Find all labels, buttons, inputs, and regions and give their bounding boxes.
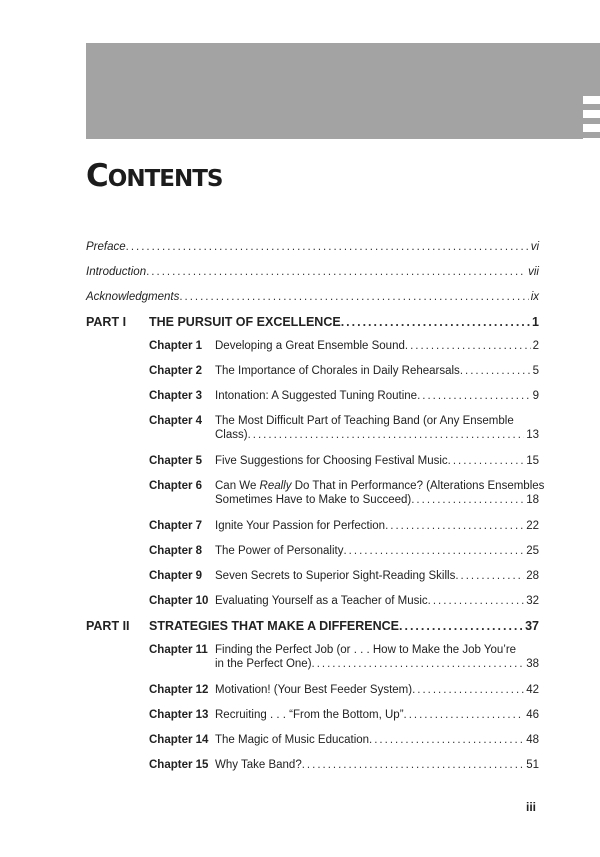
edge-tab	[583, 124, 600, 132]
toc-chapter-5[interactable]	[86, 454, 539, 479]
chapter-label: Chapter 1	[149, 340, 203, 352]
toc-chapter-2[interactable]	[86, 364, 539, 389]
chapter-title: The Importance of Chorales in Daily Rehearsals	[215, 365, 460, 377]
part-title: STRATEGIES THAT MAKE A DIFFERENCE	[149, 619, 399, 633]
part-title: THE PURSUIT OF EXCELLENCE	[149, 315, 341, 329]
chapter-title-line2: in the Perfect One)	[215, 658, 312, 670]
toc-part-2[interactable]	[86, 619, 539, 643]
part-label: PART I	[86, 315, 127, 329]
edge-tab	[583, 96, 600, 104]
page-title	[86, 158, 223, 194]
chapter-label: Chapter 7	[149, 520, 203, 532]
chapter-label: Chapter 4	[149, 415, 203, 427]
title-part: Can We	[215, 480, 260, 492]
toc-chapter-9[interactable]	[86, 569, 539, 594]
chapter-title: Recruiting . . . “From the Bottom, Up”	[215, 709, 404, 721]
toc-entry-preface[interactable]	[86, 240, 539, 265]
chapter-title: Ignite Your Passion for Perfection	[215, 520, 386, 532]
edge-tab	[583, 138, 600, 146]
chapter-title-line2: Sometimes Have to Make to Succeed)	[215, 494, 412, 506]
chapter-title: Five Suggestions for Choosing Festival Music	[215, 455, 448, 467]
edge-tab	[583, 152, 600, 160]
chapter-page: 42	[526, 684, 539, 696]
chapter-title: Seven Secrets to Superior Sight-Reading Skills	[215, 570, 456, 582]
title-emphasis: Really	[259, 480, 292, 492]
chapter-page: 46	[526, 709, 539, 721]
chapter-page: 51	[526, 759, 539, 771]
toc-chapter-4[interactable]	[86, 414, 539, 454]
chapter-title-line2: Class)	[215, 429, 248, 441]
chapter-page: 22	[526, 520, 539, 532]
entry-title: Acknowledgments	[86, 291, 180, 303]
header-banner	[86, 43, 600, 139]
entry-title: Preface	[86, 241, 126, 253]
chapter-title: Why Take Band?	[215, 759, 302, 771]
chapter-label: Chapter 14	[149, 734, 209, 746]
title-rest: ONTENTS	[107, 166, 223, 192]
part-page: 37	[525, 619, 539, 633]
chapter-title: Intonation: A Suggested Tuning Routine	[215, 390, 418, 402]
chapter-title: Developing a Great Ensemble Sound	[215, 340, 405, 352]
toc-chapter-8[interactable]	[86, 544, 539, 569]
chapter-page: 2	[532, 340, 539, 352]
chapter-page: 9	[532, 390, 539, 402]
toc-chapter-13[interactable]	[86, 708, 539, 733]
chapter-label: Chapter 15	[149, 759, 209, 771]
entry-page: vii	[528, 266, 539, 278]
chapter-label: Chapter 13	[149, 709, 209, 721]
title-initial: C	[86, 158, 108, 194]
title-part: Do That in Performance? (Alterations Ensembles	[291, 480, 545, 492]
chapter-page: 13	[526, 429, 539, 441]
chapter-page: 48	[526, 734, 539, 746]
chapter-page: 32	[526, 595, 539, 607]
toc-chapter-10[interactable]	[86, 594, 539, 619]
chapter-page: 28	[526, 570, 539, 582]
chapter-title-line1: The Most Difficult Part of Teaching Band (or Any Ensemble	[215, 415, 514, 427]
table-of-contents	[86, 240, 545, 783]
chapter-title-line1: Finding the Perfect Job (or . . . How to Make the Job You’re	[215, 644, 517, 656]
page-number: iii	[525, 800, 536, 814]
toc-entry-introduction[interactable]	[86, 265, 539, 290]
chapter-page: 18	[526, 494, 539, 506]
entry-title: Introduction	[86, 266, 147, 278]
chapter-label: Chapter 2	[149, 365, 203, 377]
chapter-title: The Magic of Music Education	[215, 734, 370, 746]
toc-chapter-14[interactable]	[86, 733, 539, 758]
chapter-label: Chapter 12	[149, 684, 209, 696]
chapter-title: The Power of Personality	[215, 545, 344, 557]
chapter-label: Chapter 10	[149, 595, 209, 607]
part-page: 1	[532, 315, 539, 329]
toc-chapter-15[interactable]	[86, 758, 539, 783]
edge-tab	[583, 110, 600, 118]
chapter-label: Chapter 5	[149, 455, 203, 467]
toc-part-1[interactable]	[86, 315, 539, 339]
edge-tabs	[583, 96, 600, 180]
chapter-page: 25	[526, 545, 539, 557]
part-label: PART II	[86, 619, 130, 633]
chapter-title-line1	[215, 479, 545, 493]
chapter-page: 5	[532, 365, 539, 377]
toc-chapter-12[interactable]	[86, 683, 539, 708]
toc-chapter-11[interactable]	[86, 643, 539, 683]
chapter-label: Chapter 8	[149, 545, 203, 557]
chapter-title: Evaluating Yourself as a Teacher of Music	[215, 595, 428, 607]
chapter-label: Chapter 9	[149, 570, 203, 582]
toc-chapter-1[interactable]	[86, 339, 539, 364]
entry-page: vi	[530, 241, 539, 253]
chapter-title: Motivation! (Your Best Feeder System)	[215, 684, 413, 696]
toc-entry-acknowledgments[interactable]	[86, 290, 539, 315]
toc-chapter-7[interactable]	[86, 519, 539, 544]
toc-chapter-3[interactable]	[86, 389, 539, 414]
chapter-label: Chapter 11	[149, 644, 208, 656]
chapter-page: 38	[526, 658, 539, 670]
entry-page: ix	[530, 291, 539, 303]
chapter-label: Chapter 6	[149, 480, 203, 492]
chapter-page: 15	[526, 455, 539, 467]
edge-tab	[583, 166, 600, 174]
toc-chapter-6[interactable]	[86, 479, 545, 519]
chapter-label: Chapter 3	[149, 390, 203, 402]
